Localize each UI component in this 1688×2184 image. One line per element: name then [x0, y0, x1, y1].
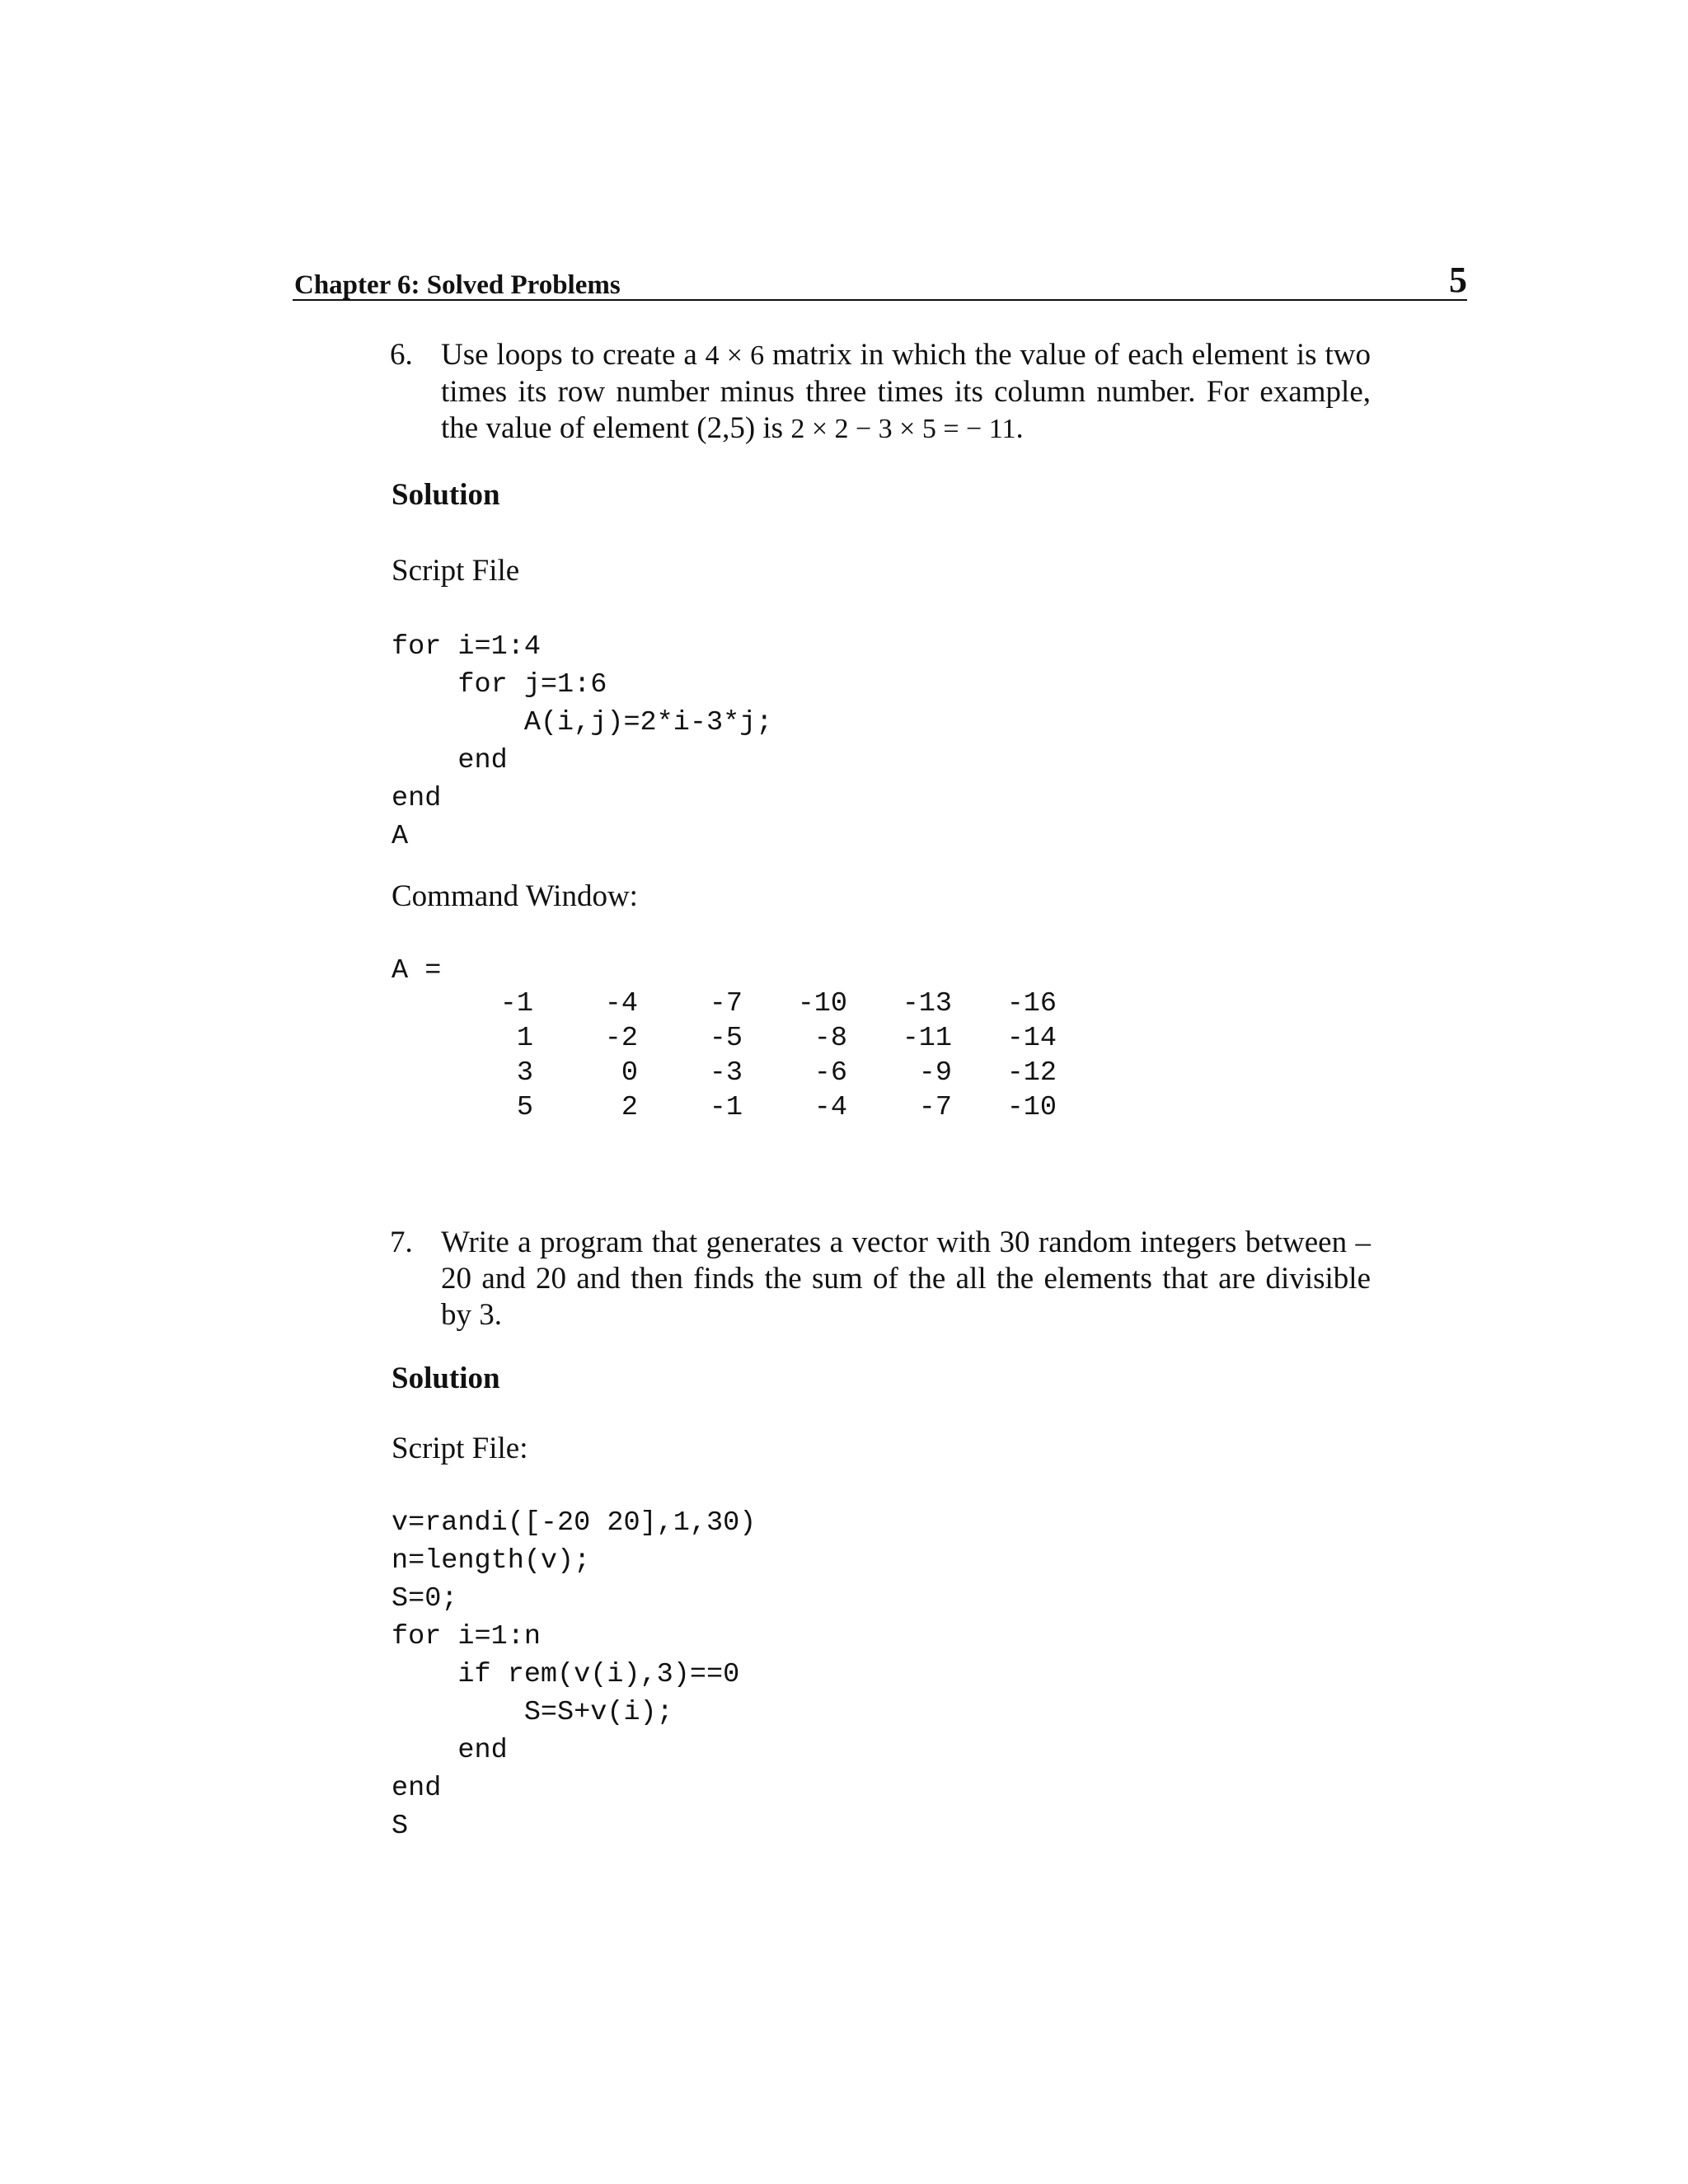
- matrix-cell: -4: [814, 1092, 847, 1123]
- matrix-cell: -1: [499, 988, 533, 1019]
- matrix-cell: -13: [902, 988, 952, 1019]
- matrix-cell: -7: [709, 988, 743, 1019]
- page-number: 5: [1449, 260, 1467, 300]
- matrix-output: [429, 987, 1057, 1125]
- problem-7-statement: Write a program that generates a vector with 30 random integers between –20 and 20 and then finds the sum of the all the elements that are divisible by 3.: [441, 1226, 1371, 1332]
- problem-6-text-part-1: Use loops to create a: [441, 338, 706, 372]
- matrix-cell: -7: [918, 1092, 952, 1123]
- running-header: [293, 258, 1467, 301]
- example-expression: 2 × 2 − 3 × 5 = − 11: [790, 414, 1016, 444]
- problem-7-solution-heading: Solution: [392, 1361, 500, 1395]
- matrix-cell: -2: [604, 1023, 638, 1054]
- matrix-cell: -1: [709, 1092, 743, 1123]
- problem-7-script-code: v=randi([-20 20],1,30) n=length(v); S=0; for i=1:n if rem(v(i),3)==0 S=S+v(i); end end S: [392, 1507, 757, 1842]
- matrix-cell: 2: [621, 1092, 638, 1123]
- problem-6-text-part-2: matrix in which the value of each element is two times its row number minus three times its column number. For example, the value of element (2,5) is: [441, 338, 1371, 445]
- matrix-cell: -11: [902, 1023, 952, 1054]
- matrix-cell: -14: [1006, 1023, 1057, 1054]
- matrix-cell: -5: [709, 1023, 743, 1054]
- matrix-cell: -4: [604, 988, 638, 1019]
- problem-6-statement: [441, 337, 1371, 448]
- matrix-cell: -12: [1006, 1057, 1057, 1089]
- matrix-cell: 0: [621, 1057, 638, 1089]
- matrix-cell: -8: [814, 1023, 847, 1054]
- matrix-row: [429, 1090, 1057, 1125]
- problem-7-script-file-label: Script File:: [392, 1432, 528, 1465]
- problem-7: [390, 1225, 1371, 1333]
- matrix-cell: 1: [516, 1023, 533, 1054]
- matrix-cell: -16: [1006, 988, 1057, 1019]
- matrix-output-label: A =: [392, 955, 442, 987]
- matrix-size-expression: 4 × 6: [705, 340, 765, 371]
- matrix-cell: -10: [1006, 1092, 1057, 1123]
- matrix-row: [429, 987, 1057, 1021]
- problem-7-number: 7.: [390, 1226, 413, 1259]
- problem-6-script-code: for i=1:4 for j=1:6 A(i,j)=2*i-3*j; end end A: [392, 631, 773, 852]
- matrix-cell: -3: [709, 1057, 743, 1089]
- matrix-cell: -9: [918, 1057, 952, 1089]
- problem-6-script-file-label: Script File: [392, 554, 520, 588]
- matrix-cell: 5: [516, 1092, 533, 1123]
- matrix-cell: -6: [814, 1057, 847, 1089]
- matrix-row: [429, 1021, 1057, 1056]
- matrix-cell: -10: [797, 988, 847, 1019]
- problem-6-solution-heading: Solution: [392, 478, 500, 512]
- command-window-label: Command Window:: [392, 879, 638, 913]
- matrix-row: [429, 1056, 1057, 1090]
- problem-6-text-end: .: [1015, 411, 1024, 445]
- chapter-title: Chapter 6: Solved Problems: [294, 270, 621, 300]
- problem-6: [390, 337, 1371, 448]
- problem-6-number: 6.: [390, 338, 413, 372]
- matrix-cell: 3: [516, 1057, 533, 1089]
